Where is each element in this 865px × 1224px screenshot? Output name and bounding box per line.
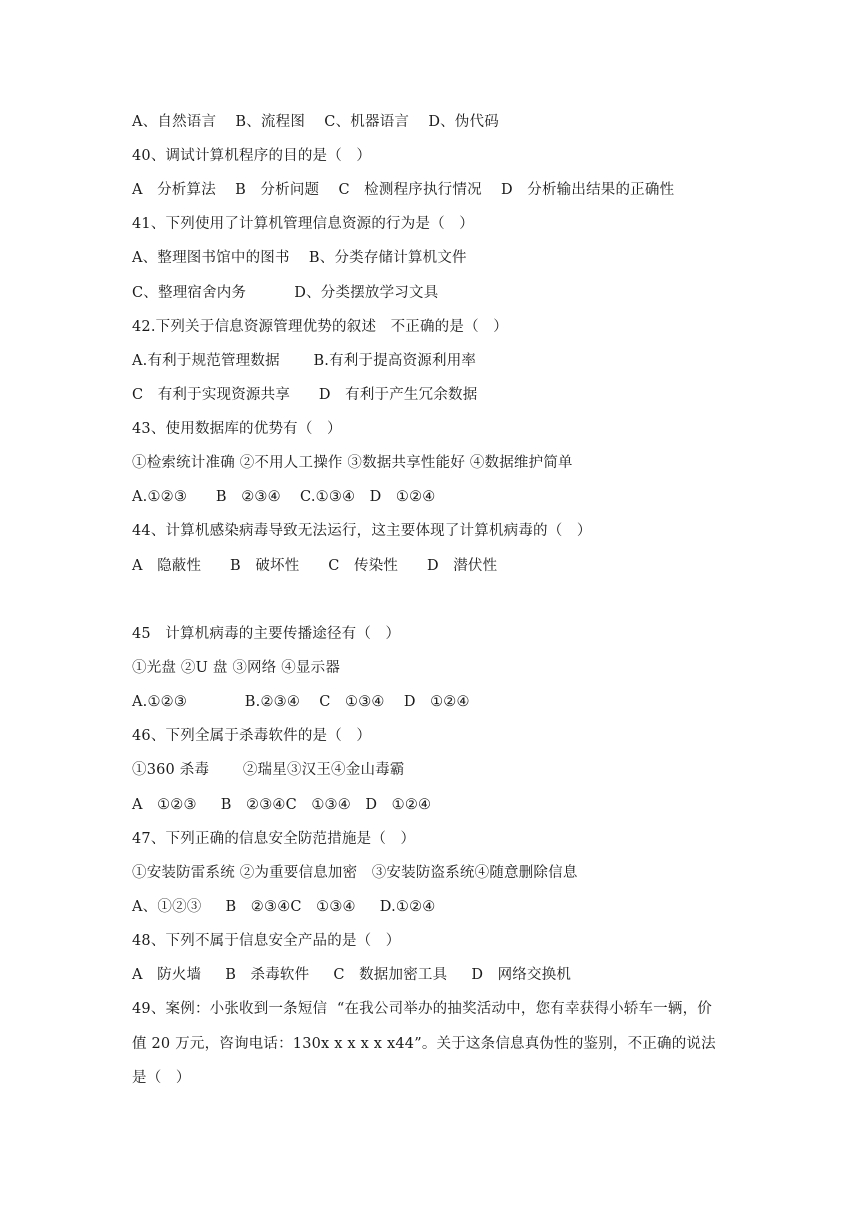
question-41-stem: 41、下列使用了计算机管理信息资源的行为是（ ） bbox=[132, 216, 474, 232]
question-46-options: A ①②③ B ②③④C ①③④ D ①②④ bbox=[132, 797, 432, 813]
question-45-options: A.①②③ B.②③④ C ①③④ D ①②④ bbox=[132, 694, 470, 710]
question-49-stem-line-1: 49、案例：小张收到一条短信 “在我公司举办的抽奖活动中，您有幸获得小轿车一辆，价 bbox=[132, 1001, 712, 1017]
question-44-options: A 隐蔽性 B 破坏性 C 传染性 D 潜伏性 bbox=[132, 558, 498, 574]
question-39-options: A、自然语言 B、流程图 C、机器语言 D、伪代码 bbox=[132, 114, 499, 130]
question-47-items: ①安装防雷系统 ②为重要信息加密 ③安装防盗系统④随意删除信息 bbox=[132, 865, 578, 881]
question-40-stem: 40、调试计算机程序的目的是（ ） bbox=[132, 148, 372, 164]
question-41-options-ab: A、整理图书馆中的图书 B、分类存储计算机文件 bbox=[132, 250, 467, 266]
question-44-stem: 44、计算机感染病毒导致无法运行，这主要体现了计算机病毒的（ ） bbox=[132, 523, 592, 539]
question-48-stem: 48、下列不属于信息安全产品的是（ ） bbox=[132, 933, 401, 949]
question-41-options-cd: C、整理宿舍内务 D、分类摆放学习文具 bbox=[132, 285, 439, 301]
question-46-stem: 46、下列全属于杀毒软件的是（ ） bbox=[132, 728, 372, 744]
question-42-options-ab: A.有利于规范管理数据 B.有利于提高资源利用率 bbox=[132, 353, 477, 369]
question-49-stem-line-2: 值 20 万元，咨询电话：130x x x x x x44”。关于这条信息真伪性的鉴别，不正确的说法 bbox=[132, 1036, 716, 1052]
question-43-stem: 43、使用数据库的优势有（ ） bbox=[132, 421, 342, 437]
question-43-options: A.①②③ B ②③④ C.①③④ D ①②④ bbox=[132, 489, 436, 505]
question-47-stem: 47、下列正确的信息安全防范措施是（ ） bbox=[132, 831, 416, 847]
question-46-items: ①360 杀毒 ②瑞星③汉王④金山毒霸 bbox=[132, 762, 405, 778]
question-42-options-cd: C 有利于实现资源共享 D 有利于产生冗余数据 bbox=[132, 387, 478, 403]
question-48-options: A 防火墙 B 杀毒软件 C 数据加密工具 D 网络交换机 bbox=[132, 967, 572, 983]
question-45-items: ①光盘 ②U 盘 ③网络 ④显示器 bbox=[132, 660, 341, 676]
question-42-stem: 42.下列关于信息资源管理优势的叙述 不正确的是（ ） bbox=[132, 319, 508, 335]
question-40-options: A 分析算法 B 分析问题 C 检测程序执行情况 D 分析输出结果的正确性 bbox=[132, 182, 675, 198]
question-45-stem: 45 计算机病毒的主要传播途径有（ ） bbox=[132, 626, 401, 642]
question-43-items: ①检索统计准确 ②不用人工操作 ③数据共享性能好 ④数据维护简单 bbox=[132, 455, 573, 471]
question-47-options: A、①②③ B ②③④C ①③④ D.①②④ bbox=[132, 899, 436, 915]
question-49-stem-line-3: 是（ ） bbox=[132, 1070, 191, 1086]
